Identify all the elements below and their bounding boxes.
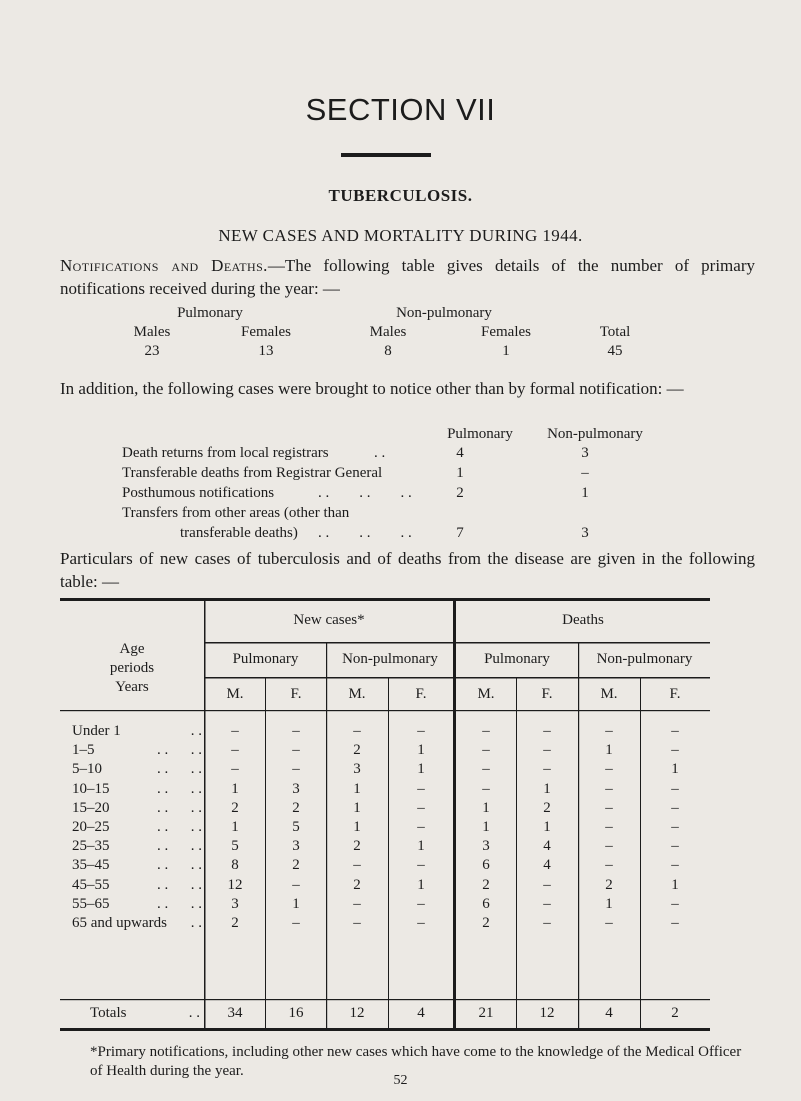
age-period-dots: . . . . [157,857,202,874]
table-cell: – [292,915,300,931]
table-cell: 3 [231,895,239,912]
addition-paragraph: In addition, the following cases were brought to notice other than by formal notification: — [60,379,684,398]
age-period-label: 65 and upwards [72,915,167,931]
table-cell: 3 [353,761,361,778]
age-period-dots: . . . . [157,761,202,778]
table-cell: 6 [482,895,490,912]
table-cell: 12 [227,876,243,893]
other-row-label: Transfers from other areas (other than [122,505,350,521]
notif-header: Females [481,324,531,340]
totals-cell: 16 [288,1005,304,1021]
table-cell: – [671,742,679,759]
table-cell: – [605,799,613,816]
table-cell: – [605,838,613,855]
age-period-label: 55–65 [72,895,110,912]
totals-cell: 12 [349,1005,365,1021]
table-cell: 1 [671,876,679,893]
age-header-line: Age [119,641,145,657]
table-cell: – [605,780,613,797]
sex-header: F. [415,686,427,702]
table-cell: – [353,915,361,931]
intro-text: —The following table gives details of the number of primary notifications received during the year: — [60,256,755,298]
other-row-non-pulmonary: 1 [581,485,589,501]
sex-header: F. [290,686,302,702]
notif-header: Males [133,324,171,340]
table-cell: – [605,819,613,835]
table-cell: – [671,915,679,931]
rule-sex-divider [516,678,517,1031]
table-cell: – [605,857,613,874]
table-cell: 1 [417,876,425,893]
notif-group-non-pulmonary: Non-pulmonary [396,305,492,321]
table-cell: 3 [482,838,490,855]
age-period-dots: . . . . [157,819,202,835]
notif-value: 13 [258,343,274,359]
table-cell: – [417,857,425,874]
table-cell: 1 [671,761,679,778]
table-cell: – [417,819,425,835]
table-cell: 1 [353,799,361,816]
table-cell: – [543,723,551,739]
table-cell: – [543,876,551,893]
rule-sex-divider [640,678,641,1031]
sub-header-non-pulmonary: Non-pulmonary [342,651,438,667]
table-cell: 1 [482,799,490,816]
other-row-non-pulmonary: 3 [581,525,589,541]
notif-value: 23 [144,343,160,359]
table-cell: – [482,761,490,778]
section-title: SECTION VII [305,92,496,127]
table-cell: 1 [231,819,239,835]
table-cell: – [292,876,300,893]
table-cell: 5 [292,819,300,835]
table-cell: – [671,819,679,835]
table-cell: 2 [231,915,239,931]
age-period-dots: . . . . [157,799,202,816]
notif-group-pulmonary: Pulmonary [177,305,243,321]
table-cell: 1 [543,780,551,797]
table-cell: 3 [292,780,300,797]
rule-totals-over [60,999,710,1000]
table-cell: 2 [605,876,613,893]
sub-header-pulmonary: Pulmonary [484,651,550,667]
footnote: *Primary notifications, including other new cases which have come to the knowledge of the Medical Officer of Health during the year. [90,1044,742,1079]
totals-cell: 34 [227,1005,243,1021]
page-number: 52 [393,1073,408,1088]
table-cell: – [482,723,490,739]
sex-header: M. [600,686,618,702]
rule-sex-divider [388,678,389,1031]
totals-dots: . . [188,1005,200,1021]
other-row-pulmonary: 4 [456,445,464,461]
totals-cell: 4 [605,1005,613,1021]
totals-cell: 12 [539,1005,555,1021]
other-row-label: Death returns from local registrars [122,445,329,461]
table-cell: – [231,742,239,759]
table-cell: – [417,915,425,931]
table-cell: 1 [353,780,361,797]
table-cell: – [292,761,300,778]
age-period-dots: . . [190,915,202,931]
rule-group-under [205,642,710,644]
table-cell: – [353,895,361,912]
rule-sub-under [205,677,710,679]
table-cell: 2 [353,742,361,759]
totals-label: Totals [90,1005,127,1021]
intro-lead: Notifications and Deaths. [60,256,268,275]
particulars-paragraph: Particulars of new cases of tuberculosis and of deaths from the disease are given in the following table: — [60,549,755,591]
table-cell: – [543,915,551,931]
age-period-dots: . . . . [157,876,202,893]
rule-header-under [60,710,710,711]
table-cell: 1 [605,895,613,912]
table-cell: 2 [482,915,490,931]
group-header-deaths: Deaths [562,612,604,628]
table-cell: – [543,761,551,778]
table-cell: – [671,723,679,739]
table-cell: 5 [231,838,239,855]
title-rule [341,153,431,157]
table-cell: 8 [231,857,239,874]
table-cell: – [605,915,613,931]
table-cell: – [417,799,425,816]
table-cell: 1 [417,742,425,759]
table-cell: – [482,780,490,797]
group-header-new-cases: New cases* [293,612,365,628]
table-cell: – [605,723,613,739]
other-row-label: Posthumous notifications [122,485,275,501]
table-cell: – [671,780,679,797]
rule-bottom [60,1028,710,1031]
age-header [60,640,204,697]
table-cell: 4 [543,857,551,874]
other-col-pulmonary: Pulmonary [447,426,513,442]
totals-cell: 4 [417,1005,425,1021]
table-cell: – [671,838,679,855]
table-cell: – [417,780,425,797]
table-cell: – [482,742,490,759]
age-period-dots: . . . . [157,780,202,797]
other-row-non-pulmonary: – [581,465,589,481]
table-cell: 1 [231,780,239,797]
other-row-pulmonary: 2 [456,485,464,501]
age-header-line: periods [109,660,155,676]
other-row-label: Transferable deaths from Registrar General [122,465,383,481]
other-row-dots: . . [374,445,386,461]
table-cell: 1 [353,819,361,835]
table-cell: – [353,723,361,739]
table-cell: 2 [353,876,361,893]
sex-header: M. [348,686,366,702]
table-cell: – [292,723,300,739]
age-period-label: 15–20 [72,799,110,816]
age-period-label: 1–5 [72,742,95,759]
table-cell: – [543,742,551,759]
rule-new-sub-divider [326,642,327,1031]
table-cell: – [605,761,613,778]
sex-header: F. [541,686,553,702]
other-row-dots: . . . . . . [318,525,412,541]
totals-cell: 21 [478,1005,494,1021]
notif-value: 8 [384,343,392,359]
table-cell: 2 [231,799,239,816]
age-period-dots: . . . . [157,742,202,759]
table-cell: 2 [482,876,490,893]
age-period-label: 10–15 [72,780,110,797]
sub-header-non-pulmonary: Non-pulmonary [596,651,693,667]
rule-deaths-sub-divider [578,642,579,1031]
other-row-label: transferable deaths) [180,525,298,541]
table-cell: 1 [605,742,613,759]
table-cell: – [292,742,300,759]
notif-header: Females [241,324,291,340]
table-cell: – [671,895,679,912]
age-period-dots: . . [190,723,202,739]
other-row-non-pulmonary: 3 [581,445,589,461]
table-cell: 1 [292,895,300,912]
table-cell: 1 [417,838,425,855]
table-cell: – [543,895,551,912]
other-col-non-pulmonary: Non-pulmonary [547,426,643,442]
table-cell: 6 [482,857,490,874]
table-cell: – [353,857,361,874]
notif-header: Total [599,324,631,340]
age-period-label: 20–25 [72,819,110,835]
age-period-label: 25–35 [72,838,110,855]
notif-value: 1 [502,343,510,359]
other-row-pulmonary: 7 [456,525,464,541]
sub-header-pulmonary: Pulmonary [232,651,299,667]
table-cell: – [417,895,425,912]
other-row-dots: . . . . . . [318,485,412,501]
table-cell: – [417,723,425,739]
rule-sex-divider [265,678,266,1031]
page-heading: NEW CASES AND MORTALITY DURING 1944. [218,226,583,245]
table-cell: – [671,857,679,874]
table-cell: 1 [417,761,425,778]
age-period-label: 45–55 [72,876,110,893]
sex-header: F. [669,686,681,702]
age-period-label: 35–45 [72,857,110,874]
table-cell: 4 [543,838,551,855]
table-cell: – [231,723,239,739]
table-cell: 3 [292,838,300,855]
tuberculosis-table [60,598,710,1031]
sex-header: M. [477,686,495,702]
table-cell: 2 [543,799,551,816]
notif-value: 45 [607,343,623,359]
age-period-label: Under 1 [72,723,121,739]
age-period-dots: . . . . [157,895,202,912]
table-cell: – [671,799,679,816]
rule-top [60,598,710,601]
intro-paragraph [60,254,755,300]
sex-header: M. [226,686,244,702]
totals-cell: 2 [671,1005,679,1021]
table-cell: 2 [292,799,300,816]
other-row-pulmonary: 1 [456,465,464,481]
notif-header: Males [369,324,407,340]
table-cell: 2 [353,838,361,855]
table-cell: 2 [292,857,300,874]
age-period-dots: . . . . [157,838,202,855]
age-header-line: Years [115,679,149,695]
table-cell: – [231,761,239,778]
subject-heading: TUBERCULOSIS. [328,186,473,205]
table-cell: 1 [543,819,551,835]
table-cell: 1 [482,819,490,835]
age-period-label: 5–10 [72,761,102,778]
